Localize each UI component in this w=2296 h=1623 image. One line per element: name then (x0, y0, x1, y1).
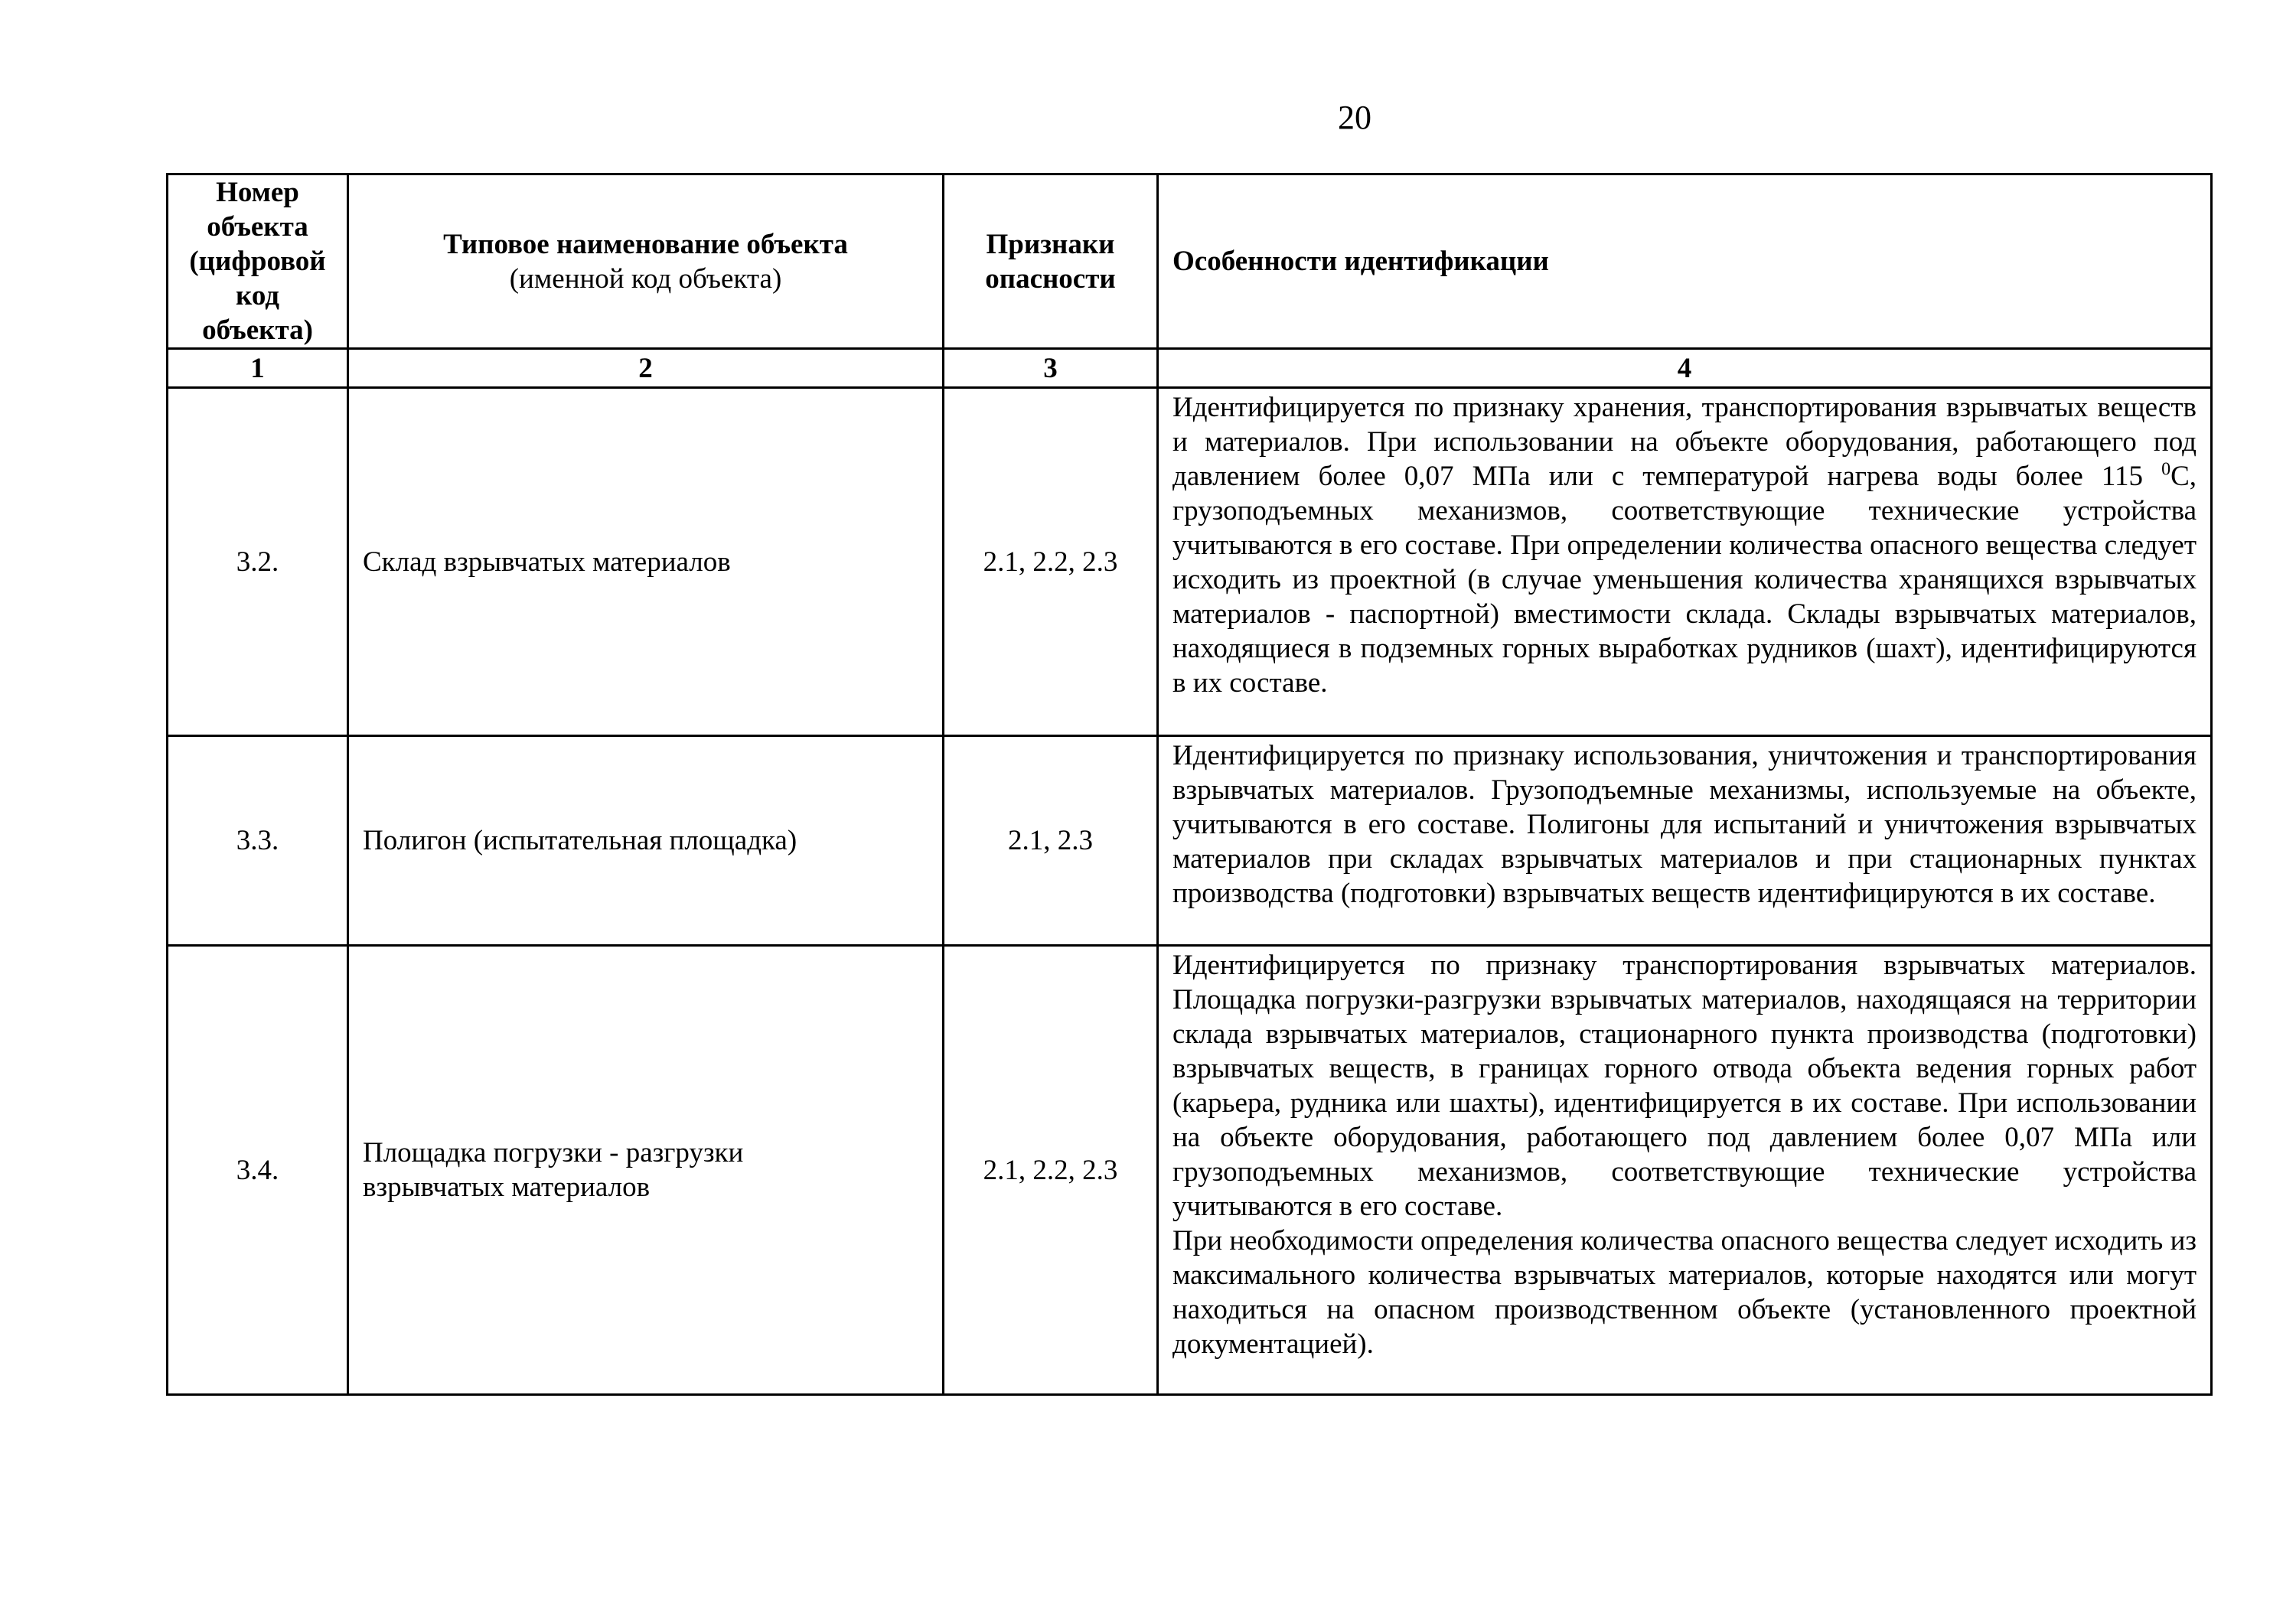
header-hazard-signs (944, 174, 1158, 349)
header-identification-features (1158, 174, 2212, 349)
object-name (348, 946, 944, 1395)
header-col2-subtitle: (именной код объекта) (509, 262, 782, 295)
identification-features (1158, 946, 2212, 1395)
header-col1-line: (цифровой (189, 246, 326, 277)
features-paragraph: При необходимости определения количества опасного вещества следует исходить из максимального количества взрывчатых материалов, которые находятся или могут находиться на опасном производственном объекте (установленного проектной документацией). (1172, 1225, 2197, 1360)
header-col2-title: Типовое наименование объекта (443, 228, 848, 260)
column-number: 3 (944, 349, 1158, 388)
table-row (168, 736, 2212, 946)
page-number: 20 (1338, 99, 1371, 136)
header-col3-line: Признаки (986, 228, 1115, 260)
table-row (168, 946, 2212, 1395)
column-number: 1 (168, 349, 348, 388)
identification-features (1158, 388, 2212, 736)
object-number: 3.2. (168, 388, 348, 736)
object-number: 3.3. (168, 736, 348, 946)
object-number: 3.4. (168, 946, 348, 1395)
hazard-signs: 2.1, 2.3 (944, 736, 1158, 946)
header-col1-line: объекта) (202, 314, 313, 346)
features-paragraph (1172, 390, 2197, 700)
table-row (168, 388, 2212, 736)
table-header-row (168, 174, 2212, 349)
features-text: Идентифицируется по признаку хранения, транспортирования взрывчатых веществ и материалов. При использовании на объекте оборудования, работающего под давлением более 0,07 МПа или с температурой нагрева воды более 115 (1172, 392, 2197, 492)
object-name: Склад взрывчатых материалов (348, 388, 944, 736)
features-text: С, грузоподъемных механизмов, соответствующие технические устройства учитываются в его составе. При определении количества опасного вещества следует исходить из проектной (в случае уменьшения количества хранящихся взрывчатых материалов - паспортной) вместимости склада. Склады взрывчатых материалов, находящиеся в подземных горных выработках рудников (шахт), идентифицируются в их составе. (1172, 461, 2197, 699)
header-object-name (348, 174, 944, 349)
identification-features (1158, 736, 2212, 946)
degree-superscript: 0 (2161, 459, 2171, 480)
header-col1-line: Номер (216, 177, 299, 208)
identification-table (166, 173, 2213, 1396)
hazard-signs: 2.1, 2.2, 2.3 (944, 388, 1158, 736)
column-number: 4 (1158, 349, 2212, 388)
object-name-line: взрывчатых материалов (363, 1172, 651, 1203)
features-paragraph: Идентифицируется по признаку использования, уничтожения и транспортирования взрывчатых материалов. Грузоподъемные механизмы, используемые на объекте, учитываются в его составе. Полигоны для испытаний и уничтожения взрывчатых материалов при складах взрывчатых материалов и при стационарных пунктах производства (подготовки) взрывчатых веществ идентифицируются в их составе. (1172, 740, 2197, 909)
header-object-number (168, 174, 348, 349)
header-col4-title: Особенности идентификации (1172, 246, 1549, 277)
header-col1-line: код (236, 280, 279, 311)
column-number-row (168, 349, 2212, 388)
hazard-signs: 2.1, 2.2, 2.3 (944, 946, 1158, 1395)
object-name: Полигон (испытательная площадка) (348, 736, 944, 946)
object-name-line: Площадка погрузки - разгрузки (363, 1137, 744, 1168)
header-col1-line: объекта (207, 211, 308, 243)
features-paragraph: Идентифицируется по признаку транспортирования взрывчатых материалов. Площадка погрузки-разгрузки взрывчатых материалов, находящаяся на территории склада взрывчатых материалов, стационарного пункта производства (подготовки) взрывчатых веществ, в границах горного отвода объекта ведения горных работ (карьера, рудника или шахты), идентифицируется в их составе. При использовании на объекте оборудования, работающего под давлением более 0,07 МПа или грузоподъемных механизмов, соответствующие технические устройства учитываются в его составе. (1172, 950, 2197, 1222)
header-col3-line: опасности (985, 262, 1116, 295)
column-number: 2 (348, 349, 944, 388)
